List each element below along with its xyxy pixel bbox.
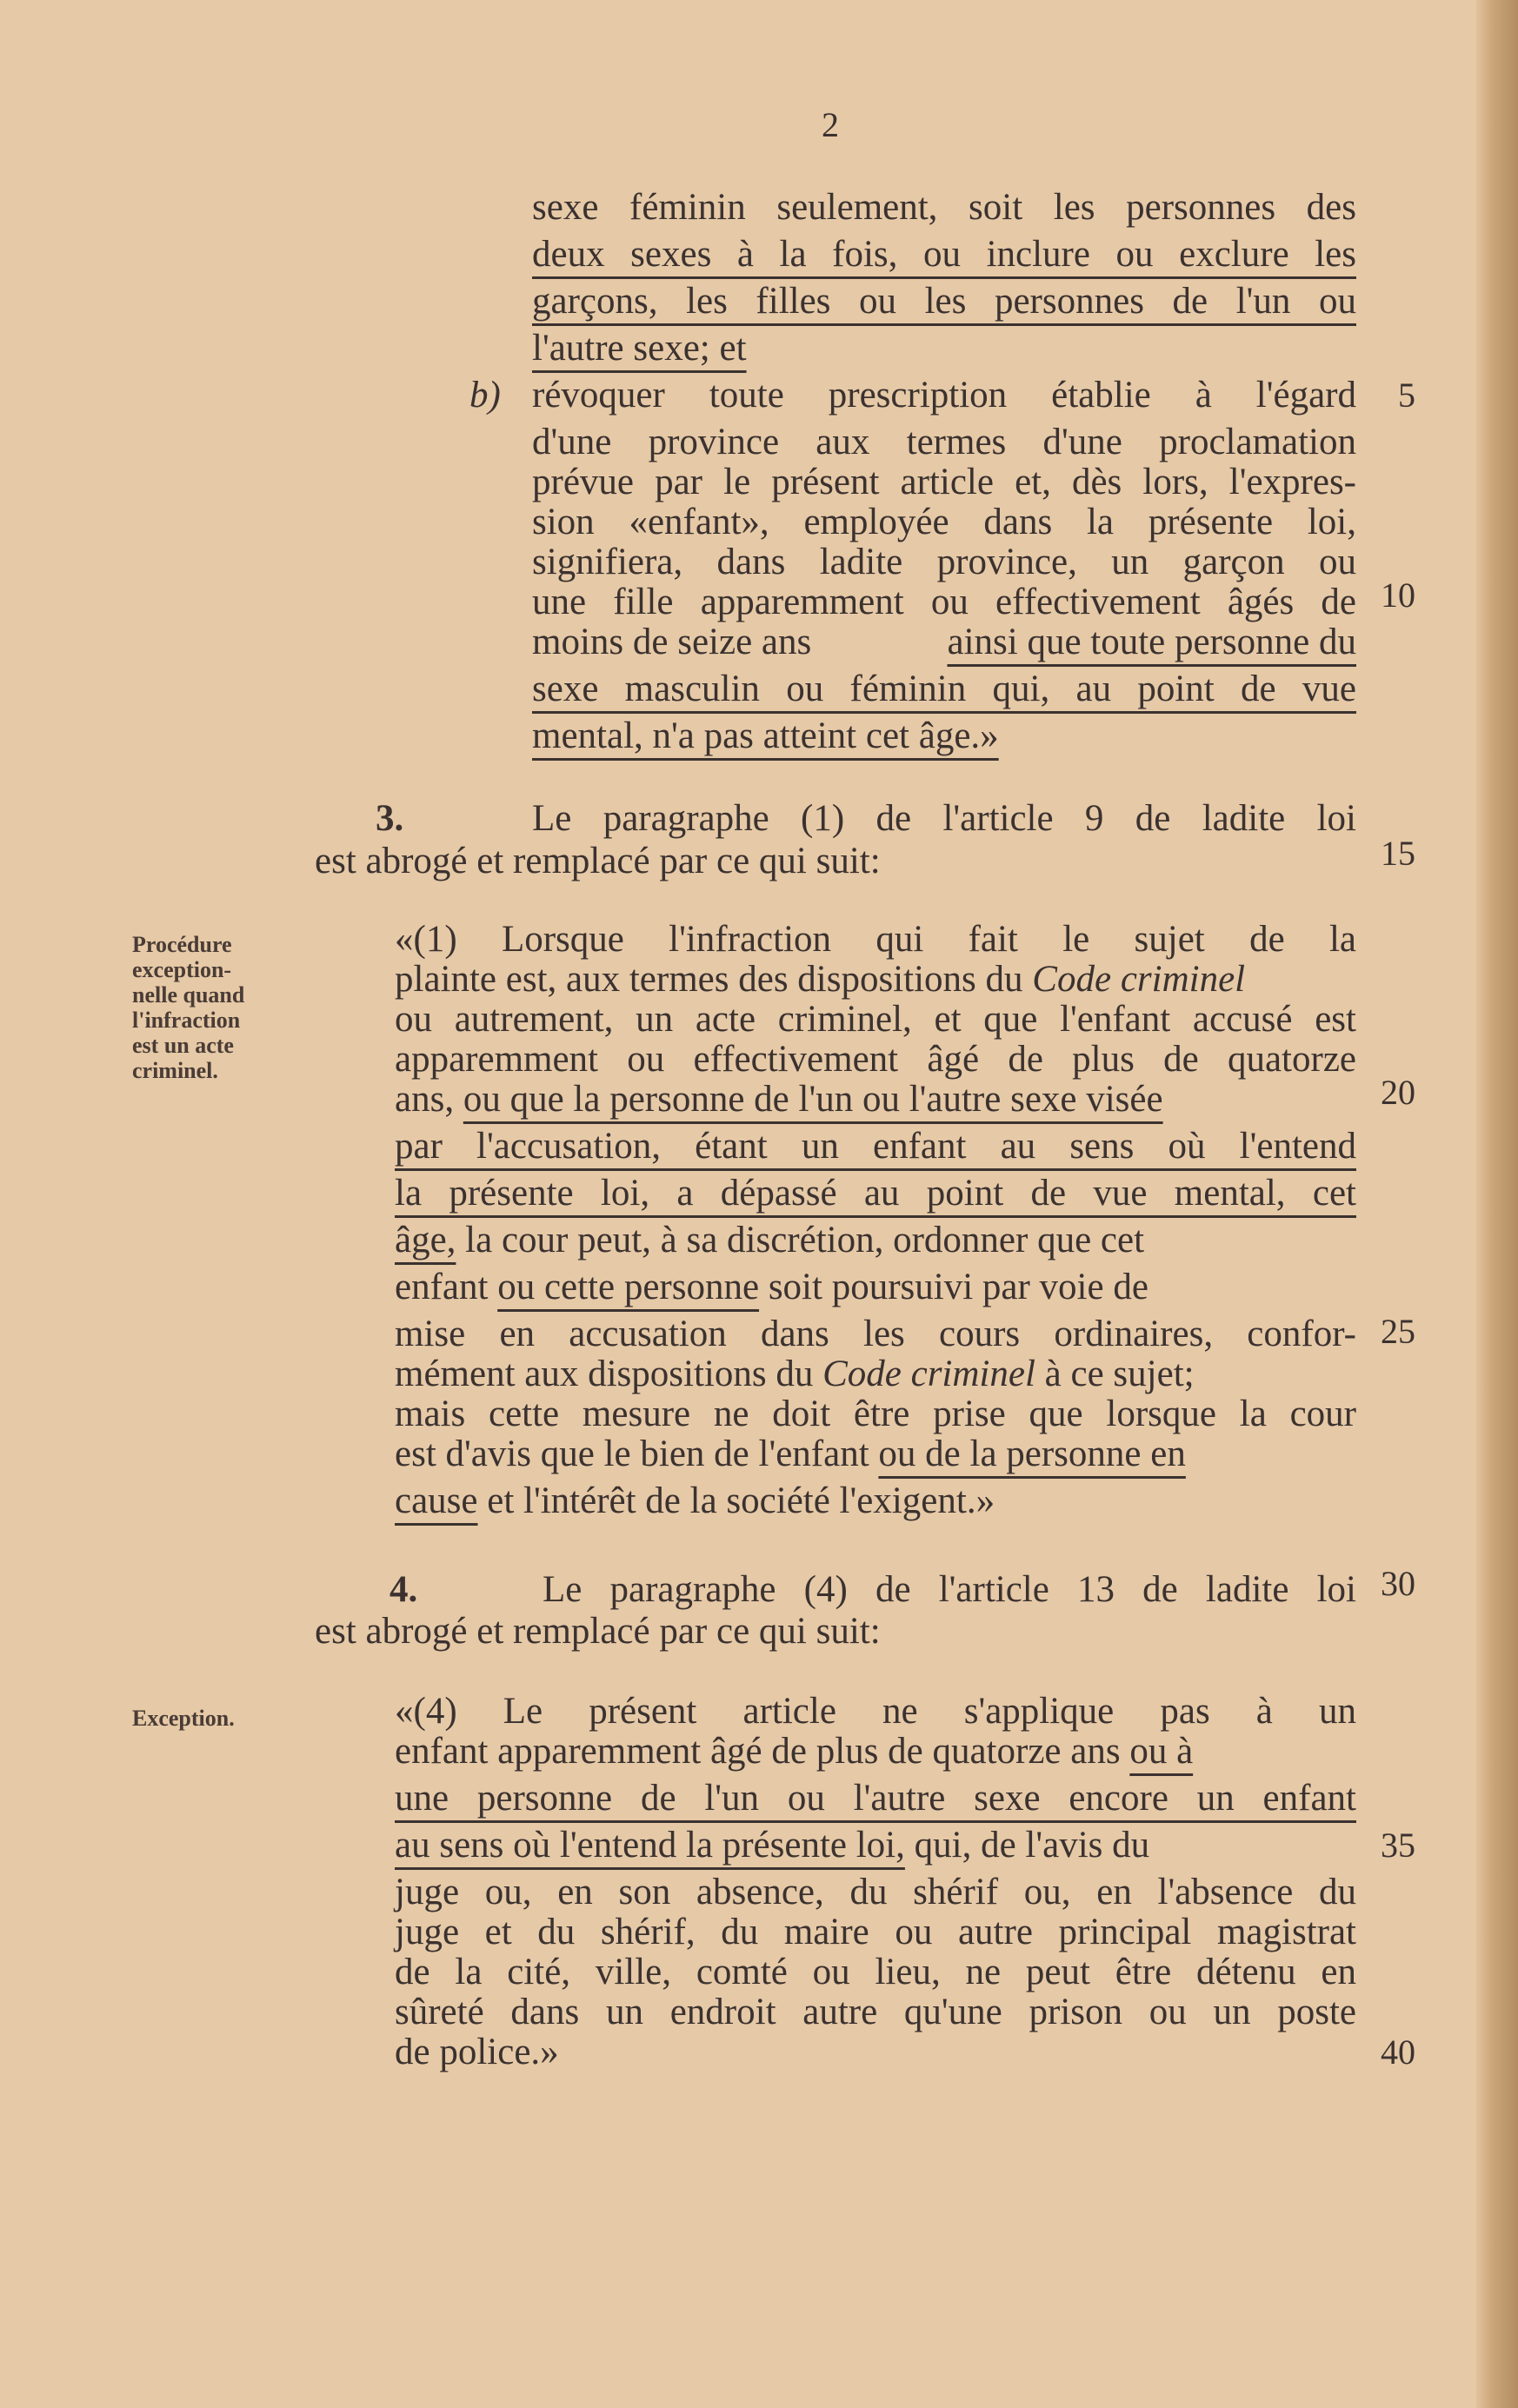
text-line: d'une province aux termes d'une proclamation [532,422,1356,462]
text-line: garçons, les filles ou les personnes de l'un ou [532,281,1356,322]
text-line: apparemment ou effectivement âgé de plus de quatorze [395,1039,1356,1080]
text-line: par l'accusation, étant un enfant au sens où l'entend [395,1126,1356,1167]
text-line: sion «enfant», employée dans la présente loi, [532,502,1356,542]
line-number: 40 [1381,2032,1415,2072]
text-line: ou autrement, un acte criminel, et que l'enfant accusé est [395,999,1356,1040]
text-line: révoquer toute prescription établie à l'égard [532,375,1356,416]
text-line: Le paragraphe (4) de l'article 13 de ladite loi [543,1569,1356,1610]
text-line: au sens où l'entend la présente loi, qui, de l'avis du [395,1825,1150,1866]
page-edge [1476,0,1518,2408]
page-number: 2 [822,105,839,144]
text-line: signifiera, dans ladite province, un garçon ou [532,542,1356,582]
text-line: sexe féminin seulement, soit les personnes des [532,187,1356,228]
section-number-4: 4. [389,1569,418,1610]
text-line: cause et l'intérêt de la société l'exigent.» [395,1480,995,1521]
text-line: mental, n'a pas atteint cet âge.» [532,715,999,756]
text-line: une personne de l'un ou l'autre sexe encore un enfant [395,1778,1356,1819]
text-line: juge et du shérif, du maire ou autre principal magistrat [395,1912,1356,1952]
text-line: enfant ou cette personne soit poursuivi par voie de [395,1267,1148,1307]
line-number: 5 [1398,376,1415,415]
text-line: prévue par le présent article et, dès lors, l'expres- [532,462,1356,502]
text-line: de police.» [395,2032,559,2072]
text-line: la présente loi, a dépassé au point de vue mental, cet [395,1173,1356,1214]
text-line: deux sexes à la fois, ou inclure ou exclure les [532,234,1356,275]
clause-label-b: b) [469,375,501,416]
text-line: l'autre sexe; et [532,328,747,369]
margin-note-procedure: Procédure exception- nelle quand l'infraction est un acte criminel. [132,932,245,1083]
text-line: sexe masculin ou féminin qui, au point de vue [532,669,1356,709]
line-number: 15 [1381,834,1415,873]
line-number: 20 [1381,1073,1415,1112]
text-line: sûreté dans un endroit autre qu'une prison ou un poste [395,1992,1356,2032]
text-line: de la cité, ville, comté ou lieu, ne peut être détenu en [395,1952,1356,1992]
text-line: une fille apparemment ou effectivement âgés de [532,582,1356,622]
line-number: 25 [1381,1312,1415,1351]
text-line: juge ou, en son absence, du shérif ou, en l'absence du [395,1872,1356,1912]
text-line: âge, la cour peut, à sa discrétion, ordonner que cet [395,1220,1145,1261]
text-line: enfant apparemment âgé de plus de quatorze ans ou à [395,1731,1194,1772]
text-line: mise en accusation dans les cours ordinaires, confor- [395,1314,1356,1354]
section-number-3: 3. [376,798,404,839]
text-line: est d'avis que le bien de l'enfant ou de la personne en [395,1433,1186,1474]
text-line: moins de seize ans ainsi que toute personne du [532,622,1356,662]
text-line: «(4) Le présent article ne s'applique pas à un [395,1691,1356,1732]
line-number: 30 [1381,1564,1415,1603]
text-line: est abrogé et remplacé par ce qui suit: [315,841,881,881]
text-line: mais cette mesure ne doit être prise que lorsque la cour [395,1394,1356,1434]
text-line: Le paragraphe (1) de l'article 9 de ladite loi [532,798,1356,839]
line-number: 35 [1381,1826,1415,1865]
text-line: «(1) Lorsque l'infraction qui fait le sujet de la [395,919,1356,960]
text-line: mément aux dispositions du Code criminel à ce sujet; [395,1354,1195,1394]
margin-note-exception: Exception. [132,1706,235,1731]
text-line: plainte est, aux termes des dispositions du Code criminel [395,959,1246,1000]
text-line: ans, ou que la personne de l'un ou l'autre sexe visée [395,1079,1163,1120]
text-line: est abrogé et remplacé par ce qui suit: [315,1611,881,1652]
line-number: 10 [1381,575,1415,615]
